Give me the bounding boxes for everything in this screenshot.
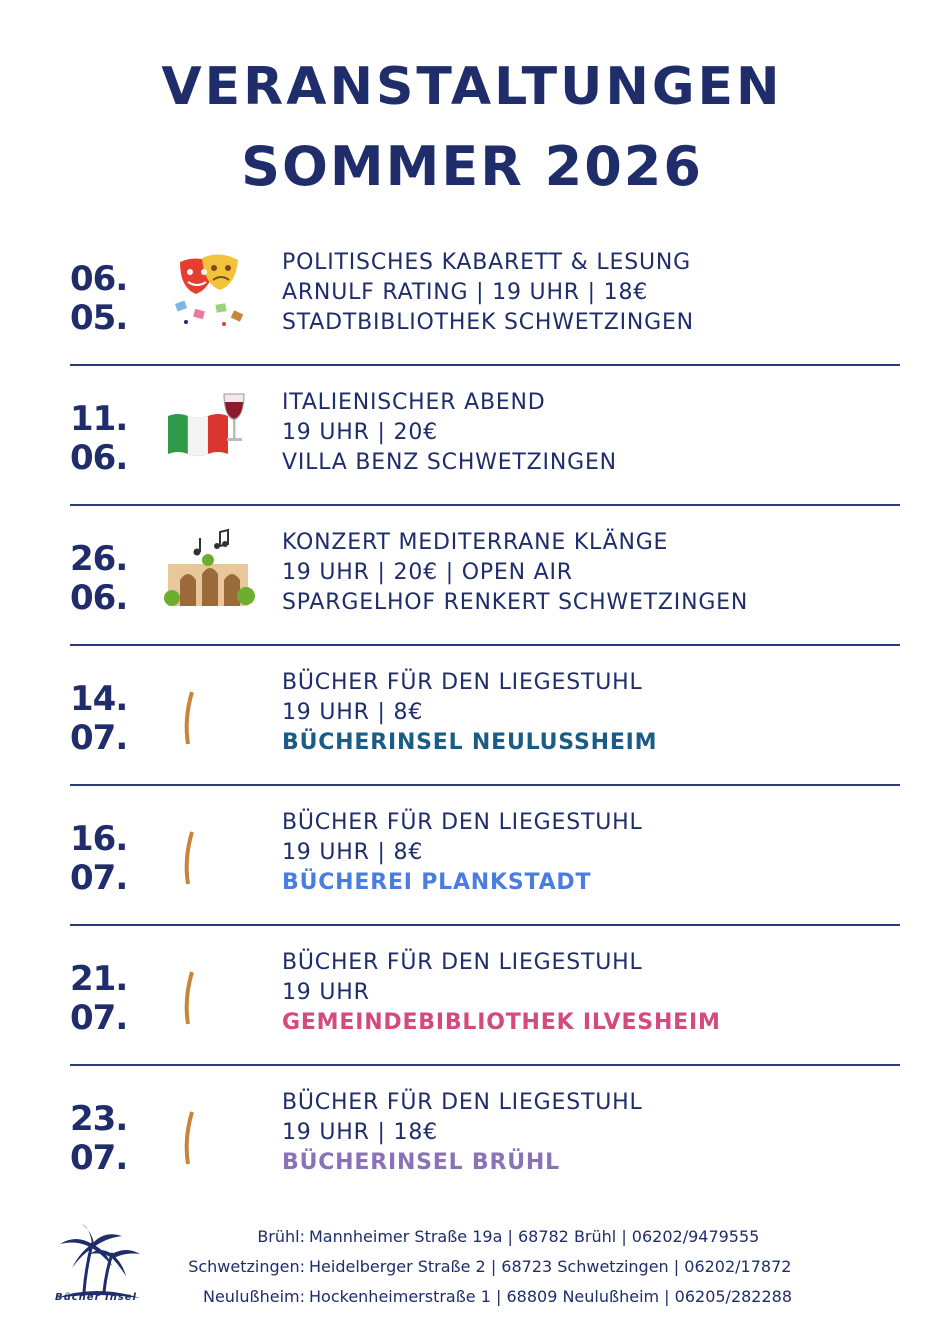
palm-hammock-icon [158, 804, 258, 898]
palm-hammock-icon [158, 1084, 258, 1178]
event-info: 19 UHR | 18€ [282, 1120, 438, 1145]
event-title: BÜCHER FÜR DEN LIEGESTUHL [282, 1090, 643, 1115]
event-divider [70, 784, 900, 786]
event-day: 14. [70, 679, 128, 719]
title-line-2: SOMMER 2026 [241, 135, 703, 198]
event-day: 11. [70, 399, 128, 439]
address-line [150, 1282, 793, 1312]
event-info: 19 UHR [282, 980, 370, 1005]
event-date [70, 960, 127, 1038]
event-info: 19 UHR | 8€ [282, 700, 424, 725]
address-text: Mannheimer Straße 19a | 68782 Brühl | 06202/9479555 [309, 1227, 760, 1246]
event-details [282, 1088, 643, 1178]
italian-flag-wine-icon [158, 384, 258, 478]
event-day: 06. [70, 259, 128, 299]
event-details [282, 248, 694, 338]
logo-text: Bücher Insel [55, 1292, 137, 1303]
theater-masks-icon [158, 244, 258, 338]
event-date [70, 820, 127, 898]
event-title: ITALIENISCHER ABEND [282, 390, 546, 415]
event-date [70, 400, 127, 478]
event-month: 07. [70, 718, 128, 758]
event-row [0, 248, 944, 388]
event-row [0, 808, 944, 948]
event-title: POLITISCHES KABARETT & LESUNG [282, 250, 691, 275]
event-month: 06. [70, 578, 128, 618]
event-day: 23. [70, 1099, 128, 1139]
event-title: BÜCHER FÜR DEN LIEGESTUHL [282, 670, 643, 695]
courtyard-music-icon [158, 524, 258, 618]
event-date [70, 260, 127, 338]
event-info: ARNULF RATING | 19 UHR | 18€ [282, 280, 649, 305]
event-venue: BÜCHEREI PLANKSTADT [282, 870, 592, 895]
event-date [70, 1100, 127, 1178]
event-divider [70, 364, 900, 366]
address-text: Hockenheimerstraße 1 | 68809 Neulußheim | 06205/282288 [309, 1287, 793, 1306]
event-info: 19 UHR | 20€ | OPEN AIR [282, 560, 573, 585]
event-row [0, 528, 944, 668]
event-venue: STADTBIBLIOTHEK SCHWETZINGEN [282, 310, 694, 335]
event-title: BÜCHER FÜR DEN LIEGESTUHL [282, 810, 643, 835]
event-month: 07. [70, 858, 128, 898]
event-details [282, 388, 617, 478]
event-info: 19 UHR | 8€ [282, 840, 424, 865]
event-divider [70, 924, 900, 926]
event-day: 26. [70, 539, 128, 579]
address-label: Neulußheim: [202, 1287, 305, 1306]
event-title: BÜCHER FÜR DEN LIEGESTUHL [282, 950, 643, 975]
event-divider [70, 644, 900, 646]
event-month: 05. [70, 298, 128, 338]
event-venue: BÜCHERINSEL BRÜHL [282, 1150, 560, 1175]
event-venue: GEMEINDEBIBLIOTHEK ILVESHEIM [282, 1010, 721, 1035]
event-row [0, 1088, 944, 1228]
palm-hammock-icon [158, 944, 258, 1038]
address-line [150, 1222, 760, 1252]
event-month: 07. [70, 1138, 128, 1178]
event-date [70, 680, 127, 758]
address-label: Schwetzingen: [188, 1257, 305, 1276]
title-line-1: VERANSTALTUNGEN [161, 57, 783, 117]
event-details [282, 948, 721, 1038]
address-text: Heidelberger Straße 2 | 68723 Schwetzingen | 06202/17872 [309, 1257, 792, 1276]
event-divider [70, 504, 900, 506]
address-line [150, 1252, 792, 1282]
event-divider [70, 1064, 900, 1066]
event-row [0, 948, 944, 1088]
event-day: 21. [70, 959, 128, 999]
event-details [282, 668, 657, 758]
event-month: 06. [70, 438, 128, 478]
event-venue: BÜCHERINSEL NEULUSSHEIM [282, 730, 658, 755]
event-details [282, 808, 643, 898]
palm-hammock-icon [158, 664, 258, 758]
event-info: 19 UHR | 20€ [282, 420, 438, 445]
event-row [0, 668, 944, 808]
event-venue: VILLA BENZ SCHWETZINGEN [282, 450, 617, 475]
event-month: 07. [70, 998, 128, 1038]
event-title: KONZERT MEDITERRANE KLÄNGE [282, 530, 669, 555]
event-venue: SPARGELHOF RENKERT SCHWETZINGEN [282, 590, 749, 615]
poster-title [0, 58, 944, 196]
address-label: Brühl: [257, 1227, 305, 1246]
event-date [70, 540, 127, 618]
event-row [0, 388, 944, 528]
event-day: 16. [70, 819, 128, 859]
event-details [282, 528, 748, 618]
